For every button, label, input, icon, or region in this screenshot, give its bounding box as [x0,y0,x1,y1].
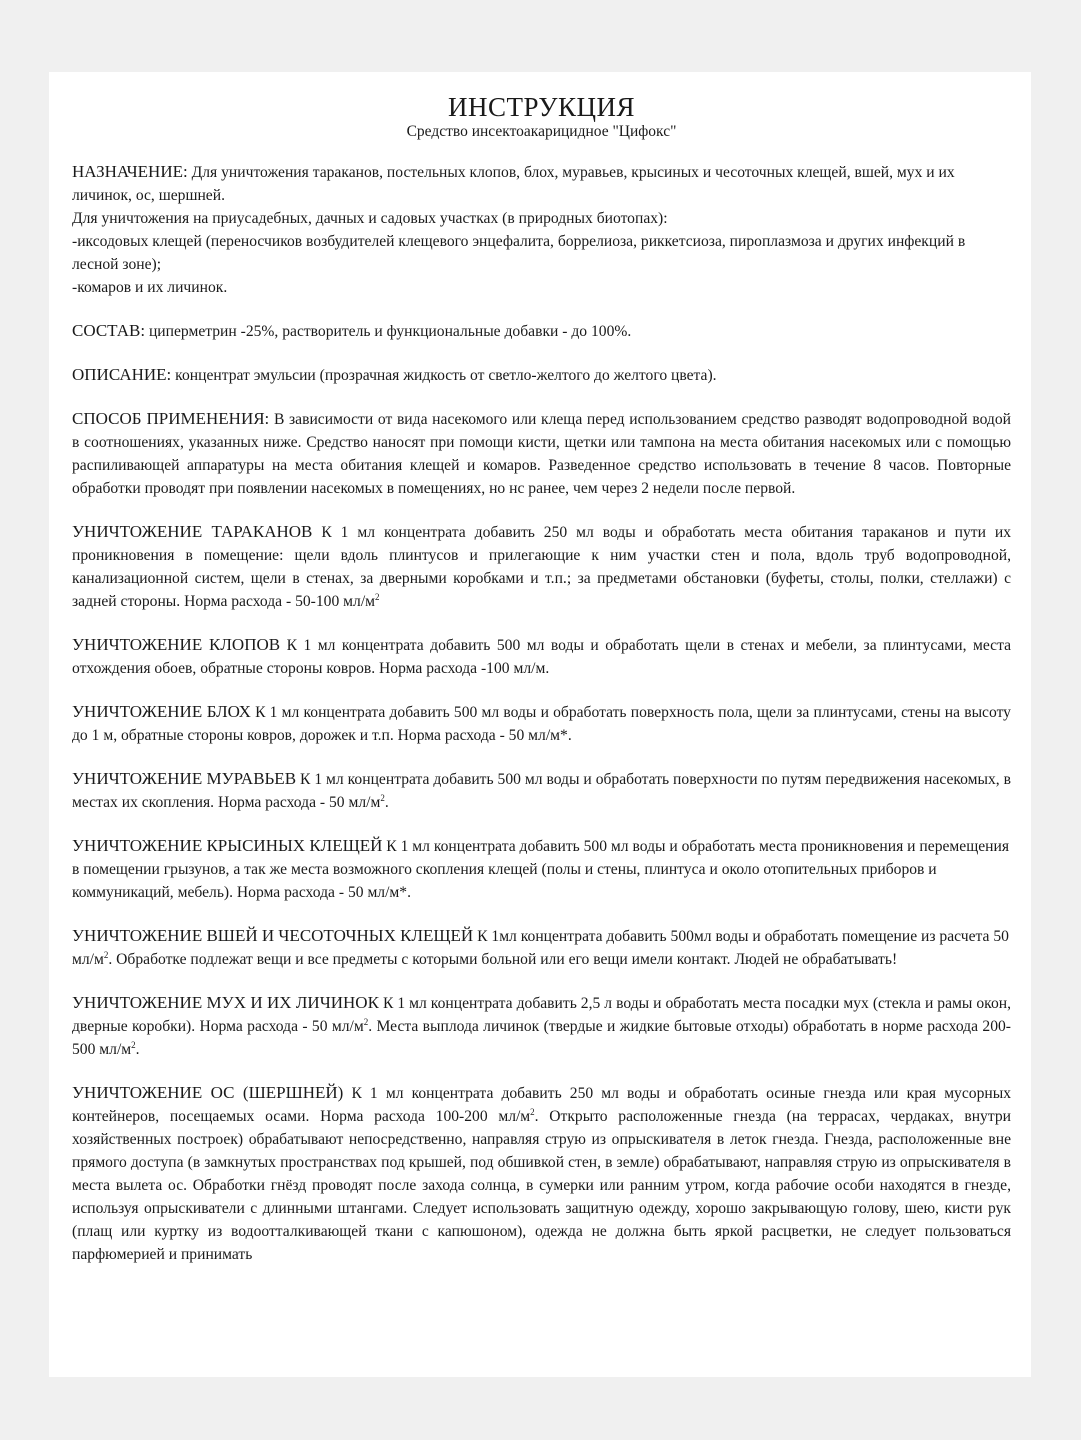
wasps-text-1: К 1 мл концентрата добавить 250 мл воды и обработать осиные гнезда или края мусорных контейнеров, посещаемых осами. Норма расхода 100-200 мл/м [72,1085,1011,1125]
flies-sup-2: 2 [131,1039,136,1050]
wasps-text-2: . Открыто расположенные гнезда (на террасах, чердаках, внутри хозяйственных построек) обрабатывают непосредственно, направляя струю из опрыскивателя в леток гнезда. Гнезда, расположенные вне прямого доступа (в замкнутых пространствах под крышей, под обшивкой стен, в земле) обрабатывают, направляя струю из опрыскивателя в места вылета ос. Обработки гнёзд проводят после захода солнца, в сумерки или ранним утром, когда рабочие особи находятся в гнезде, используя опрыскиватели с длинными штангами. Следует использовать защитную одежду, хорошо закрывающую голову, шею, кисти рук (плащ или куртку из водоотталкивающей ткани с капюшоном), одежда не должна быть яркой расцветки, не следует пользоваться парфюмерией и принимать [72,1108,1011,1263]
section-bedbugs [72,633,1011,680]
composition-heading: СОСТАВ: [72,321,146,340]
flies-sup-1: 2 [363,1016,369,1027]
description-text: концентрат эмульсии (прозрачная жидкость от светло-желтого до желтого цвета). [175,367,717,384]
section-wasps [72,1081,1011,1266]
document-subtitle: Средство инсектоакарицидное "Цифокс" [406,123,677,140]
purpose-line-4: -комаров и их личинок. [72,279,228,296]
composition-text: циперметрин -25%, растворитель и функциональные добавки - до 100%. [148,323,632,340]
section-rat-mites [72,834,1011,904]
section-lice [72,924,1011,971]
section-purpose [72,160,1011,299]
cockroaches-text: К 1 мл концентрата добавить 250 мл воды и обработать места обитания тараканов и пути их проникновения в помещение: щели вдоль плинтусов и прилегающие к ним участки стен и пола, вдоль труб водопроводной, канализационной систем, щели в стенах, за дверными коробками и т.п.; за предметами обстановки (буфеты, столы, полки, стеллажи) с задней стороны. Норма расхода - 50-100 мл/м [72,524,1011,610]
lice-heading: УНИЧТОЖЕНИЕ ВШЕЙ И ЧЕСОТОЧНЫХ КЛЕЩЕЙ [72,926,474,945]
section-ants [72,767,1011,814]
ants-tail: . [384,794,389,811]
cockroaches-sup: 2 [375,591,380,602]
flies-text-2: . Места выплода личинок (твердые и жидкие бытовые отходы) обработать в норме расхода 200-500 мл/м [72,1018,1011,1058]
flies-tail: . [135,1041,140,1058]
lice-text-2: . Обработке подлежат вещи и все предметы с которыми больной или его вещи имели контакт. Людей не обрабатывать! [108,951,898,968]
wasps-sup: 2 [530,1106,535,1117]
document-title: ИНСТРУКЦИЯ [448,92,635,122]
purpose-heading: НАЗНАЧЕНИЕ: [72,162,188,181]
flies-heading: УНИЧТОЖЕНИЕ МУХ И ИХ ЛИЧИНОК [72,993,379,1012]
purpose-line-1 [72,160,1011,207]
section-flies [72,991,1011,1061]
bedbugs-text: К 1 мл концентрата добавить 500 мл воды и обработать щели в стенах и мебели, за плинтусами, места отхождения обоев, обратные стороны ковров. Норма расхода -100 мл/м. [72,637,1011,677]
description-heading: ОПИСАНИЕ: [72,365,172,384]
fleas-heading: УНИЧТОЖЕНИЕ БЛОХ [72,702,251,721]
bedbugs-heading: УНИЧТОЖЕНИЕ КЛОПОВ [72,635,281,654]
cockroaches-heading: УНИЧТОЖЕНИЕ ТАРАКАНОВ [72,522,313,541]
section-fleas [72,700,1011,747]
section-description [72,363,1011,387]
rat-mites-text: К 1 мл концентрата добавить 500 мл воды и обработать места проникновения и перемещения в помещении грызунов, а так же места возможного скопления клещей (полы и стены, плинтуса и около отопительных приборов и коммуникаций, мебель). Норма расхода - 50 мл/м*. [72,838,1009,901]
flies-text-1: К 1 мл концентрата добавить 2,5 л воды и обработать места посадки мух (стекла и рамы окон, дверные коробки). Норма расхода - 50 мл/м [72,995,1011,1035]
section-cockroaches [72,520,1011,613]
ants-heading: УНИЧТОЖЕНИЕ МУРАВЬЕВ [72,769,297,788]
document-page [49,72,1031,1377]
fleas-text: К 1 мл концентрата добавить 500 мл воды и обработать поверхность пола, щели за плинтусами, стены на высоту до 1 м, обратные стороны ковров, дорожек и т.п. Норма расхода - 50 мл/м*. [72,704,1011,744]
ants-text: К 1 мл концентрата добавить 500 мл воды и обработать поверхности по путям передвижения насекомых, в местах их скопления. Норма расхода - 50 мл/м [72,771,1011,811]
rat-mites-heading: УНИЧТОЖЕНИЕ КРЫСИНЫХ КЛЕЩЕЙ [72,836,383,855]
purpose-line-2: Для уничтожения на приусадебных, дачных и садовых участках (в природных биотопах): [72,210,668,227]
purpose-text-1: Для уничтожения тараканов, постельных клопов, блох, муравьев, крысиных и чесоточных клещей, вшей, мух и их личинок, ос, шершней. [72,164,955,204]
wasps-heading: УНИЧТОЖЕНИЕ ОС (ШЕРШНЕЙ) [72,1083,344,1102]
purpose-line-3: -иксодовых клещей (переносчиков возбудителей клещевого энцефалита, боррелиоза, риккетсиоза, пироплазмоза и других инфекций в лесной зоне); [72,233,966,273]
usage-heading: СПОСОБ ПРИМЕНЕНИЯ: [72,409,270,428]
section-composition [72,319,1011,343]
lice-text-1: К 1мл концентрата добавить 500мл воды и обработать помещение из расчета 50 мл/м [72,928,1009,968]
section-usage [72,407,1011,500]
lice-sup: 2 [103,949,109,960]
usage-text: В зависимости от вида насекомого или клеща перед использованием средство разводят водопроводной водой в соотношениях, указанных ниже. Средство наносят при помощи кисти, щетки или тампона на места обитания насекомых или с помощью распиливающей аппаратуры на места обитания клещей и комаров. Разведенное средство использовать в течение 8 часов. Повторные обработки проводят при появлении насекомых в помещениях, но нс ранее, чем через 2 недели после первой. [72,411,1011,497]
ants-sup: 2 [380,792,385,803]
